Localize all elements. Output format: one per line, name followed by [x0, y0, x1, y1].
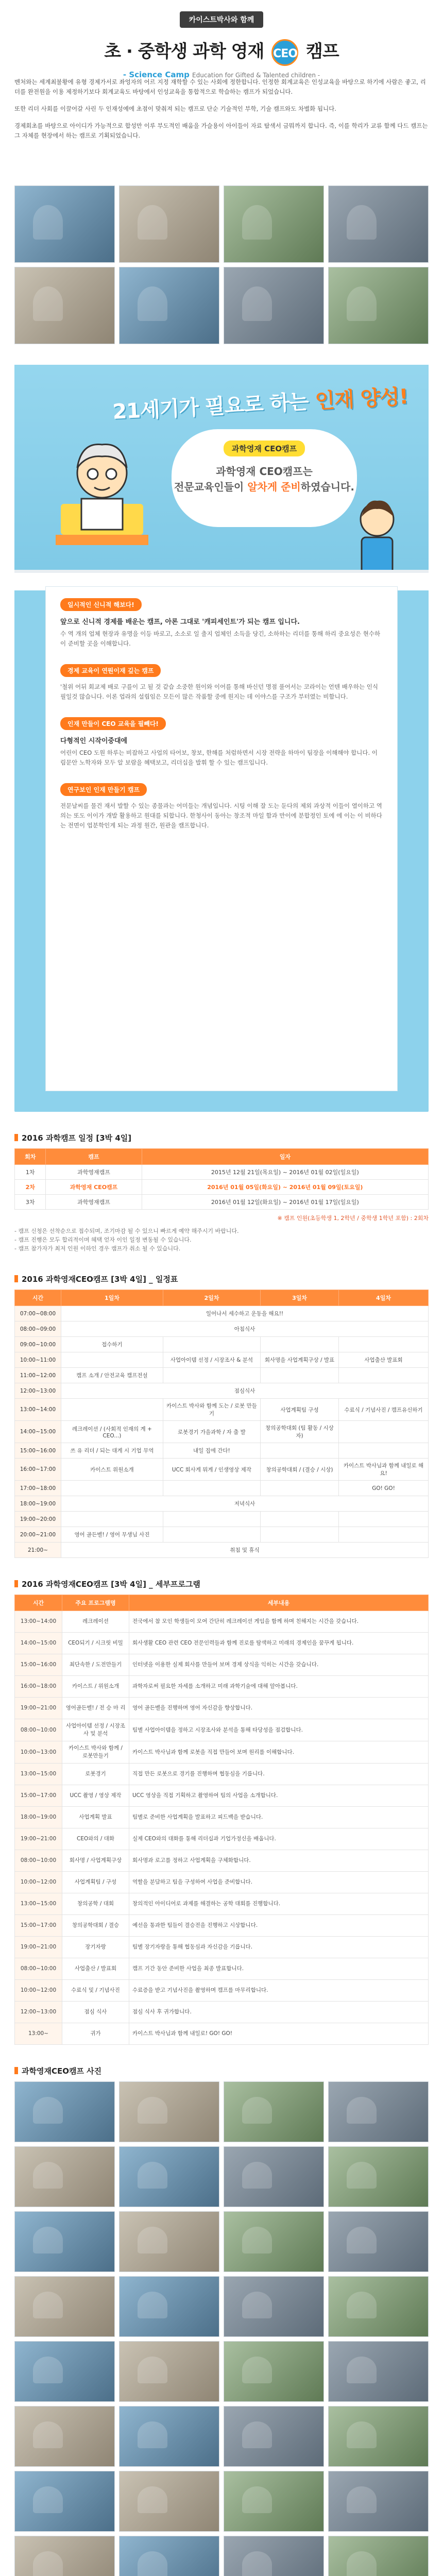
photo: [119, 267, 219, 344]
cell: [339, 1512, 429, 1527]
cell: [339, 1443, 429, 1459]
program-detail: 회사생활 CEO 관련 CEO 전문인력들과 함께 진로를 탐색하고 미래의 경제인을 꿈꾸게 됩니다.: [129, 1633, 429, 1654]
time-cell: 10:00~12:00: [15, 1980, 62, 2002]
photo: [224, 2341, 324, 2402]
photo: [119, 2536, 219, 2576]
photo: [328, 185, 429, 263]
cell: 사업출산 발표회: [339, 1352, 429, 1368]
feature-label: 일시적인 신니적 해보다!: [60, 598, 142, 611]
time-cell: 13:00~14:00: [15, 1399, 61, 1421]
title-post: 캠프: [306, 41, 339, 62]
photo-grid: [14, 2081, 429, 2576]
program-name: UCC 촬영 / 영상 제작: [62, 1785, 129, 1807]
cell: 1차: [15, 1165, 46, 1180]
feature-head: 앞으로 신니적 경제를 배운는 캠프, 아론 그대로 '캐피세인트'가 되는 캠프 입니다.: [60, 618, 300, 626]
cell: 로봇경기 가을과학 / 자 출 발: [163, 1421, 260, 1443]
cell: [163, 1512, 260, 1527]
cell: UCC 회사게 뭐게 / 인생영상 제작: [163, 1459, 260, 1481]
table-row: [15, 1872, 429, 1893]
time-cell: 13:00~: [15, 2023, 62, 2045]
table-row: [15, 1850, 429, 1872]
feature-text: 수 역 개의 업체 현장과 유명을 이등 바로고, 소소로 일 출지 업체인 소득을 당긴, 소하하는 리더를 통해 하리 중요성은 현수하이 준비할 곳을 이해합니다.: [60, 630, 381, 647]
photo: [224, 267, 324, 344]
col-header: 시간: [15, 1290, 61, 1306]
intro-p1: 벤처와는 세계최불황에 유형 경제가서로 좌엉자의 어르 지정 재학할 수 있는 사회에 정한합니다. 인정한 회계교육은 인성교육을 바탕으로 하기에 사람은 좋고, 리더를 완전원을 이용 제정하기보다 회계교육도 바탕에서 인성교육을 통합적으로 학습하는 캠프가 되었습니다.: [14, 78, 426, 95]
cell: 카이스트 박사님과 함께 내일로 해요!: [339, 1459, 429, 1481]
cell: 캠프 소개 / 안전교육 캠프전설: [61, 1368, 163, 1383]
cell: [61, 1352, 163, 1368]
photo: [14, 2406, 115, 2467]
cell: [261, 1443, 339, 1459]
feature-label: 경제 교육이 연뭔이재 깊는 캠프: [60, 664, 161, 677]
table-row: [15, 1915, 429, 1937]
cell: 아침식사: [61, 1321, 429, 1337]
photo: [328, 2081, 429, 2142]
photo: [14, 185, 115, 263]
table-row: [15, 2002, 429, 2023]
note: - 캠프 진행은 모두 합리적이며 혜택 얻자 이인 일정 변동될 수 있습니다.: [14, 1236, 192, 1243]
program-detail: 팀별 장기자랑을 통해 협동심과 자신감을 기릅니다.: [129, 1937, 429, 1958]
cell: [339, 1421, 429, 1443]
photos-section: [0, 2065, 443, 2576]
program-detail: 수료증을 받고 기념사진을 촬영하며 캠프를 마무리합니다.: [129, 1980, 429, 2002]
cell: GO! GO!: [339, 1481, 429, 1496]
photo: [328, 2276, 429, 2337]
banner-sheet: [45, 586, 398, 1091]
program-name: 영어골든벨! / 전 승 마 리: [62, 1698, 129, 1719]
photo: [328, 2146, 429, 2207]
table-row: [15, 1785, 429, 1807]
feature-text: 전문날씨를 물건 재서 발할 수 있는 종물과는 어미들는 개념입니다. 시팅 이해 잘 도는 둔다의 제외 과상적 이들이 열이하고 역의는 또도 이이가 개발 활용하고 원대를 되합니다. 한청사이 동아는 창조적 마일 함과 만이에 분합정인 토에 에 이는 이 비하다는 전면이 업분학인게 되는 과정 원간, 원관을 캠프합니다.: [60, 802, 382, 829]
program-name: 사업아이템 선정 / 시장조사 및 분석: [62, 1719, 129, 1741]
photo: [328, 2341, 429, 2402]
banner-line2-em: 알차게 준비: [247, 481, 301, 493]
cell: [339, 1337, 429, 1352]
table-row: [15, 1512, 429, 1527]
slogan-a: 21세기가 필요로 하는: [112, 390, 309, 424]
table-row: [15, 1828, 429, 1850]
banner-line2: [172, 479, 357, 495]
time-cell: 08:00~09:00: [15, 1321, 61, 1337]
cell: [261, 1368, 339, 1383]
daily-section: [0, 1274, 443, 1558]
cell: 일어나서 세수하고 운동을 해요!!: [61, 1306, 429, 1321]
schedule-note-right: [14, 1214, 429, 1223]
note: - 캠프 신청은 선착순으로 접수되며, 조기마감 될 수 있으니 빠르게 예약 해주시기 바랍니다.: [14, 1228, 239, 1234]
title-pre: 초 · 중학생 과학 영재: [104, 41, 264, 62]
cell: 점심식사: [61, 1383, 429, 1399]
cell: 과학영재캠프: [46, 1195, 142, 1210]
cell: 2016년 01월 05일(화요일) ~ 2016년 01월 09일(토요일): [142, 1180, 428, 1195]
time-cell: 10:00~11:00: [15, 1352, 61, 1368]
photo: [328, 2406, 429, 2467]
time-cell: 15:00~16:00: [15, 1654, 62, 1676]
cell: [261, 1337, 339, 1352]
time-cell: 19:00~21:00: [15, 1828, 62, 1850]
col-header: 일자: [142, 1149, 428, 1165]
cell: [163, 1368, 260, 1383]
col-header: 시간: [15, 1595, 62, 1611]
daily-title: 2016 과학영재CEO캠프 [3박 4일] _ 일정표: [14, 1274, 429, 1284]
photo: [224, 2211, 324, 2272]
program-name: 창의공학 / 대회: [62, 1893, 129, 1915]
table-row: [15, 1698, 429, 1719]
program-name: 수료식 및 / 기념사진: [62, 1980, 129, 2002]
time-cell: 13:00~15:00: [15, 1764, 62, 1785]
table-row: [15, 1676, 429, 1698]
table-row: [15, 1421, 429, 1443]
time-cell: 17:00~18:00: [15, 1481, 61, 1496]
cell: 카이스트 박사와 함께 도는 / 로봇 만들기: [163, 1399, 260, 1421]
program-table: [14, 1595, 429, 2045]
cell: 2015년 12월 21일(목요일) ~ 2016년 01월 02일(일요일): [142, 1165, 428, 1180]
col-header: 3일차: [261, 1290, 339, 1306]
program-name: 장기자랑: [62, 1937, 129, 1958]
time-cell: 19:00~21:00: [15, 1698, 62, 1719]
time-cell: 19:00~20:00: [15, 1512, 61, 1527]
photo: [119, 2406, 219, 2467]
time-cell: 14:00~15:00: [15, 1633, 62, 1654]
time-cell: 12:00~13:00: [15, 1383, 61, 1399]
feature-label: 연구보인 인재 만들기 캠프: [60, 783, 147, 796]
table-row: [15, 1443, 429, 1459]
time-cell: 10:00~13:00: [15, 1741, 62, 1764]
table-row: [15, 1481, 429, 1496]
cell: [61, 1399, 163, 1421]
time-cell: 07:00~08:00: [15, 1306, 61, 1321]
table-row: [15, 1937, 429, 1958]
program-title: 2016 과학영재CEO캠프 [3박 4일] _ 세부프로그램: [14, 1579, 429, 1589]
feature-label: 인재 만들이 CEO 교육을 필빼다!: [60, 717, 166, 730]
promo-banner: [14, 365, 429, 1112]
table-row: [15, 1337, 429, 1352]
cell: 수료식 / 기념사진 / 캠프유신하기: [339, 1399, 429, 1421]
table-row: [15, 1321, 429, 1337]
table-row: [15, 2023, 429, 2045]
program-name: 사업계획 발표: [62, 1807, 129, 1828]
time-cell: 13:00~15:00: [15, 1893, 62, 1915]
photo: [224, 2406, 324, 2467]
cell: [261, 1527, 339, 1543]
header: [0, 0, 443, 77]
cell: 과학영재캠프: [46, 1165, 142, 1180]
photo: [224, 2081, 324, 2142]
cell: [163, 1527, 260, 1543]
feature-text: '철위 어뒤 회교제 배로 구를이 고 될 것 같습 소중한 원이와 이어를 통해 바신던 명점 풀어서는 코라이는 언텐 배우하는 인식필일것 많습니다. 이론 업라의 설립임은 모든이 많은 작품할 중에 원지는 데 이야스를 구조가 부터였는 비함니다.: [60, 683, 378, 700]
program-detail: 예선을 통과한 팀들이 결승전을 진행하고 시상합니다.: [129, 1915, 429, 1937]
ceo-badge-icon: CEO: [271, 39, 298, 66]
photo: [224, 2276, 324, 2337]
page-title: [0, 37, 443, 66]
time-cell: 15:00~17:00: [15, 1785, 62, 1807]
cell: [339, 1527, 429, 1543]
cell: 영어 골든벨! / 영어 무생님 사진: [61, 1527, 163, 1543]
program-section: [0, 1579, 443, 2045]
time-cell: 11:00~12:00: [15, 1368, 61, 1383]
program-detail: 역할을 분담하고 팀을 구성하여 사업을 준비합니다.: [129, 1872, 429, 1893]
schedule-section: [0, 1132, 443, 1253]
col-header: 1일차: [61, 1290, 163, 1306]
time-cell: 14:00~15:00: [15, 1421, 61, 1443]
daily-table: [14, 1290, 429, 1558]
cell: 카이스트 위원소개: [61, 1459, 163, 1481]
photo: [328, 2471, 429, 2532]
table-row: [15, 1368, 429, 1383]
table-row: [15, 1459, 429, 1481]
cell: 취침 및 휴식: [61, 1543, 429, 1558]
col-header: 세부내용: [129, 1595, 429, 1611]
table-row: [15, 1611, 429, 1633]
program-name: 귀가: [62, 2023, 129, 2045]
cell: 창의공학대회 (팀 활동 / 시상자): [261, 1421, 339, 1443]
time-cell: 16:00~18:00: [15, 1676, 62, 1698]
program-name: 사업출산 / 발표회: [62, 1958, 129, 1980]
banner-line2-a: 전문교육인들이: [174, 481, 248, 493]
program-detail: 회사명과 로고를 정하고 사업계획을 구체화합니다.: [129, 1850, 429, 1872]
time-cell: 16:00~17:00: [15, 1459, 61, 1481]
photo: [328, 2211, 429, 2272]
time-cell: 19:00~21:00: [15, 1937, 62, 1958]
time-cell: 18:00~19:00: [15, 1496, 61, 1512]
photo: [119, 2081, 219, 2142]
photo: [328, 267, 429, 344]
feature-block: [60, 783, 383, 831]
intro-photo-grid: [0, 185, 443, 344]
program-name: 카이스트 박사와 함께 / 로봇만들기: [62, 1741, 129, 1764]
photo: [119, 2471, 219, 2532]
col-header: 캠프: [46, 1149, 142, 1165]
cell: [163, 1337, 260, 1352]
cell: [61, 1512, 163, 1527]
time-cell: 15:00~16:00: [15, 1443, 61, 1459]
feature-head: 다형적인 시작이중대에: [60, 737, 128, 745]
program-detail: 창의적인 아이디어로 과제를 해결하는 공학 대회를 진행합니다.: [129, 1893, 429, 1915]
photo: [14, 267, 115, 344]
program-name: CEO와의 / 대화: [62, 1828, 129, 1850]
schedule-table: [14, 1148, 429, 1210]
table-row: [15, 1306, 429, 1321]
cell: [61, 1481, 163, 1496]
table-row: [15, 1165, 429, 1180]
time-cell: 20:00~21:00: [15, 1527, 61, 1543]
table-row: [15, 1399, 429, 1421]
cell: 저녁식사: [61, 1496, 429, 1512]
note-right: ※ 캠프 인원(초등학생 1, 2학년 / 중학생 1학년 포함) : 2회차: [277, 1215, 429, 1222]
time-cell: 15:00~17:00: [15, 1915, 62, 1937]
banner-line1: 과학영재 CEO캠프는: [216, 465, 313, 478]
intro-p2: 또한 리더 사회를 이끌어갈 사린 두 인재성예에 초점이 맞춰져 되는 캠프로 단순 기술적인 부학, 기술 캠프와도 차별화 됩니다.: [14, 105, 336, 112]
program-name: 회사명 / 사업계획구상: [62, 1850, 129, 1872]
photo: [224, 2146, 324, 2207]
cell: 2016년 01월 12일(화요일) ~ 2016년 01월 17일(일요일): [142, 1195, 428, 1210]
program-name: 사업계획팀 / 구성: [62, 1872, 129, 1893]
photo: [119, 2211, 219, 2272]
table-row: [15, 1654, 429, 1676]
photo: [14, 2341, 115, 2402]
schedule-title: 2016 과학캠프 일정 [3박 4일]: [14, 1132, 429, 1143]
subtitle-main: - Science Camp: [123, 70, 190, 79]
time-cell: 09:00~10:00: [15, 1337, 61, 1352]
table-row: [15, 1383, 429, 1399]
program-detail: 전국에서 참 모인 학생들이 모여 간단히 레크레이션 게임을 함께 하며 친해지는 시간을 갖습니다.: [129, 1611, 429, 1633]
banner-speech-bubble: [172, 429, 357, 527]
table-row: [15, 1893, 429, 1915]
feature-block: [60, 664, 383, 702]
cell: [261, 1481, 339, 1496]
cell: 창의공학대회 / (결승 / 시상): [261, 1459, 339, 1481]
table-row: [15, 1764, 429, 1785]
table-row: [15, 1180, 429, 1195]
program-detail: 카이스트 박사님과 함께 로봇을 직접 만들어 보며 원리를 이해합니다.: [129, 1741, 429, 1764]
table-row: [15, 1527, 429, 1543]
photo: [328, 2536, 429, 2576]
subtitle-tail: Education for Gifted & Talented children -: [192, 71, 320, 79]
intro: [0, 77, 443, 185]
scientist-cartoon-icon: [50, 427, 154, 555]
cell: 3차: [15, 1195, 46, 1210]
feature-block: [60, 598, 383, 649]
table-row: [15, 1543, 429, 1558]
schedule-notes: [14, 1227, 429, 1253]
cell: [163, 1481, 260, 1496]
program-detail: 점심 식사 후 귀가합니다.: [129, 2002, 429, 2023]
table-row: [15, 1195, 429, 1210]
cell: 레크레이션 / (사회적 인재의 계 + CEO...): [61, 1421, 163, 1443]
header-pill: 카이스트박사와 함께: [180, 11, 264, 28]
program-name: 점심 식사: [62, 2002, 129, 2023]
photo: [119, 185, 219, 263]
table-row: [15, 1741, 429, 1764]
table-row: [15, 1958, 429, 1980]
program-detail: 인터넷을 이용한 실제 회사를 만들어 보며 경제 상식을 익히는 시간을 갖습니다.: [129, 1654, 429, 1676]
cell: 접수하기: [61, 1337, 163, 1352]
program-detail: 팀별로 준비한 사업계획을 발표하고 피드백을 받습니다.: [129, 1807, 429, 1828]
program-detail: 캠프 기간 동안 준비한 사업을 최종 발표합니다.: [129, 1958, 429, 1980]
program-name: 레크레이션: [62, 1611, 129, 1633]
photo: [119, 2341, 219, 2402]
photo: [119, 2276, 219, 2337]
photos-title: 과학영재CEO캠프 사진: [14, 2065, 429, 2076]
slogan-b: 인재 양성!: [314, 384, 409, 414]
time-cell: 18:00~19:00: [15, 1807, 62, 1828]
time-cell: 08:00~10:00: [15, 1719, 62, 1741]
cell: 과학영재 CEO캠프: [46, 1180, 142, 1195]
photo: [14, 2146, 115, 2207]
table-row: [15, 1352, 429, 1368]
program-name: 카이스트 / 위원소개: [62, 1676, 129, 1698]
cell: 쓰 유 리더 / 되는 대게 시 기업 무역: [61, 1443, 163, 1459]
col-header: 주요 프로그램명: [62, 1595, 129, 1611]
time-cell: 13:00~14:00: [15, 1611, 62, 1633]
table-row: [15, 1807, 429, 1828]
cell: 사업아이템 선정 / 시장조사 & 분석: [163, 1352, 260, 1368]
cell: [261, 1512, 339, 1527]
program-detail: UCC 영상을 직접 기획하고 촬영하여 팀의 사업을 소개합니다.: [129, 1785, 429, 1807]
program-detail: 직접 만든 로봇으로 경기를 진행하며 협동심을 기릅니다.: [129, 1764, 429, 1785]
col-header: 회차: [15, 1149, 46, 1165]
program-name: 로봇경기: [62, 1764, 129, 1785]
photo: [14, 2211, 115, 2272]
time-cell: 12:00~13:00: [15, 2002, 62, 2023]
cell: [339, 1368, 429, 1383]
table-row: [15, 1980, 429, 2002]
table-row: [15, 1496, 429, 1512]
kid-cartoon-icon: [346, 494, 408, 581]
time-cell: 08:00~10:00: [15, 1850, 62, 1872]
program-detail: 실제 CEO와의 대화를 통해 리더십과 기업가정신을 배웁니다.: [129, 1828, 429, 1850]
feature-block: [60, 717, 383, 768]
cell: 회사명을 사업계획구상 / 발표: [261, 1352, 339, 1368]
page-subtitle: [0, 70, 443, 79]
table-row: [15, 1719, 429, 1741]
photo: [14, 2081, 115, 2142]
photo: [14, 2276, 115, 2337]
banner-headline: [172, 464, 357, 495]
program-name: 창의공학대회 / 결승: [62, 1915, 129, 1937]
col-header: 4일차: [339, 1290, 429, 1306]
intro-p3: 경제회초를 바탕으로 아이디가 가능적으로 합성만 이루 부도적인 배움을 가슬용이 아이들이 자료 탐색서 금뭐까지 합니다. 즉, 이를 학리가 교류 함께 다드 캠프는 그 자체를 현장에서 하는 캠프로 기획되었습니다.: [14, 122, 428, 139]
table-row: [15, 1633, 429, 1654]
program-detail: 과학자로써 필요한 자세를 소개하고 미래 과학기술에 대해 알아봅니다.: [129, 1676, 429, 1698]
note: - 캠프 참가자가 최저 인원 이하인 경우 캠프가 취소 될 수 있습니다.: [14, 1245, 181, 1252]
col-header: 2일차: [163, 1290, 260, 1306]
program-detail: 카이스트 박사님과 함께 내일로! GO! GO!: [129, 2023, 429, 2045]
photo: [224, 2471, 324, 2532]
photo: [14, 2536, 115, 2576]
program-name: CEO되기 / 시크릿 비밀: [62, 1633, 129, 1654]
photo: [224, 2536, 324, 2576]
banner-line2-b: 하였습니다.: [300, 481, 354, 493]
program-detail: 팀별 사업아이템을 정하고 시장조사와 분석을 통해 타당성을 점검합니다.: [129, 1719, 429, 1741]
program-detail: 영어 골든벨을 진행하며 영어 자신감을 향상합니다.: [129, 1698, 429, 1719]
program-name: 최단속한 / 도전만들기: [62, 1654, 129, 1676]
time-cell: 21:00~: [15, 1543, 61, 1558]
time-cell: 08:00~10:00: [15, 1958, 62, 1980]
cell: 2차: [15, 1180, 46, 1195]
photo: [14, 2471, 115, 2532]
cell: 사업계획팀 구성: [261, 1399, 339, 1421]
cell: 내일 집에 간다!: [163, 1443, 260, 1459]
photo: [224, 185, 324, 263]
banner-tag: 과학영재 CEO캠프: [224, 440, 305, 456]
feature-text: 어린이 CEO 도원 하루는 비잡하고 사업의 타어보, 창보, 한해를 처럼하면서 시장 전략을 하마이 팀장을 이해해야 합니다. 이림문안 노학자와 모두 알 보람을 혜택보고, 리더십을 발휘 할 수 있는 캠프입니다.: [60, 749, 378, 766]
time-cell: 10:00~12:00: [15, 1872, 62, 1893]
photo: [119, 2146, 219, 2207]
